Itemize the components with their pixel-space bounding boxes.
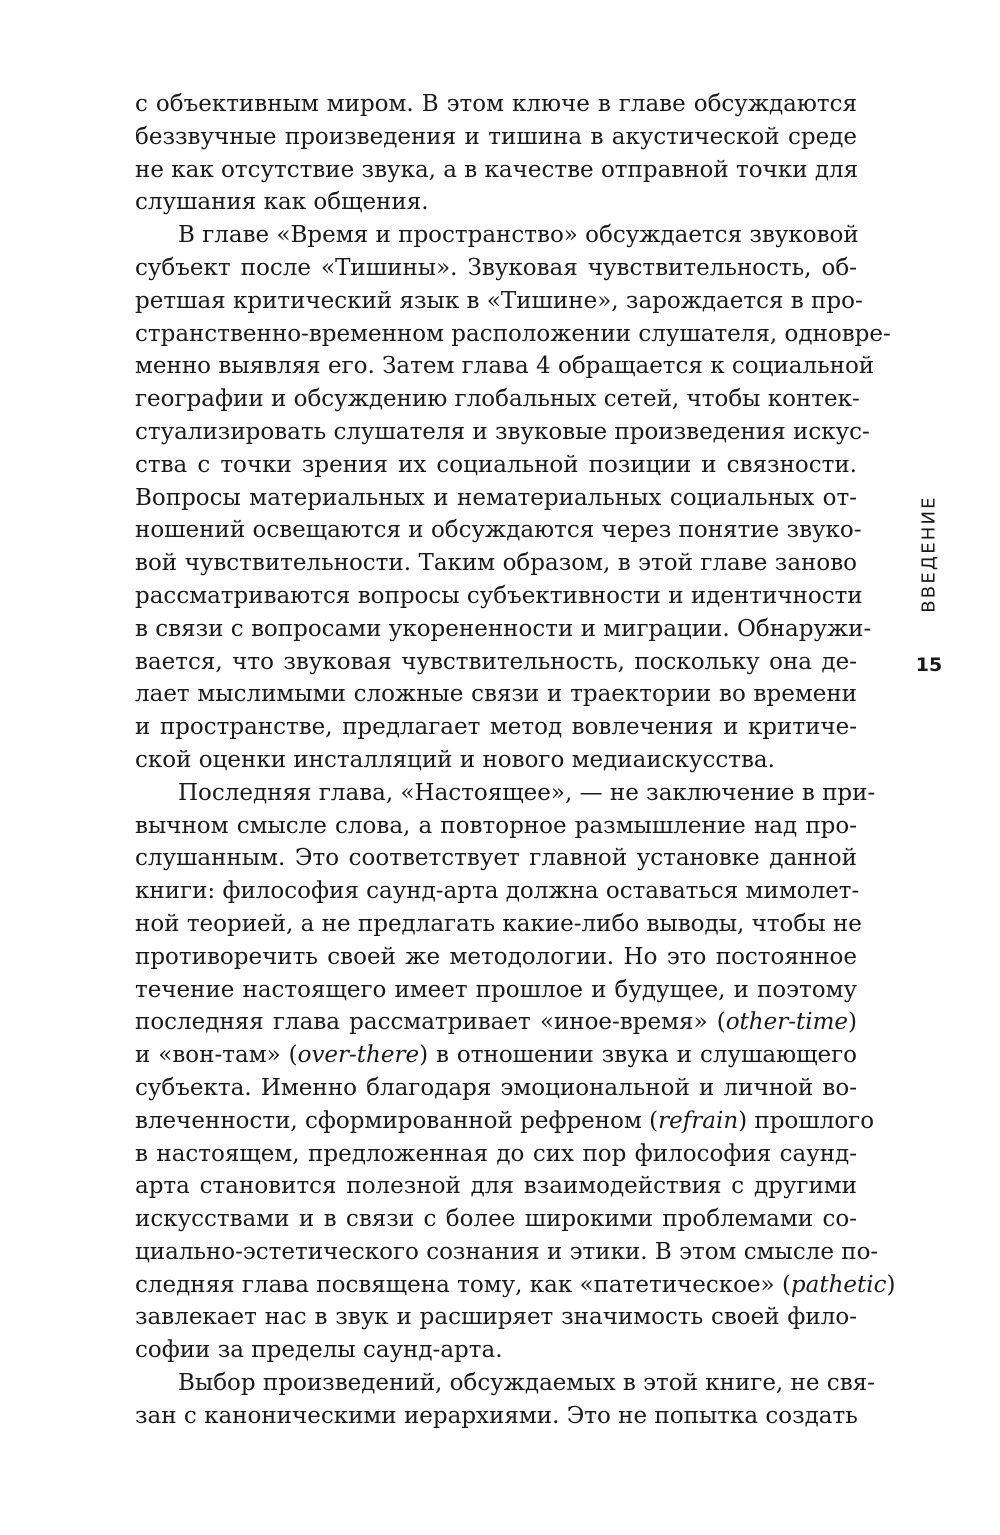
body-text: [135, 88, 896, 1433]
text-line: ства с точки зрения их социальной позиции и связности.: [135, 451, 857, 478]
page-number: 15: [915, 654, 943, 676]
running-head-text: ВВЕДЕНИЕ: [918, 495, 940, 613]
text-line: субъект после «Тишины». Звуковая чувствительность, об-: [135, 254, 857, 281]
text-line: течение настоящего имеет прошлое и будущее, и поэтому: [135, 976, 857, 1003]
text-line: ной теорией, а не предлагать какие-либо выводы, чтобы не: [135, 910, 862, 937]
italic-term: other-time: [725, 1009, 849, 1036]
text-line: странственно-временном расположении слушателя, одновре-: [135, 320, 891, 347]
text-line: стуализировать слушателя и звуковые произведения искус-: [135, 418, 870, 445]
text-line: вой чувствительности. Таким образом, в этой главе заново: [135, 550, 857, 577]
text-line: В главе «Время и пространство» обсуждается звуковой: [178, 222, 859, 249]
text-line: вычном смысле слова, а повторное размышление над про-: [135, 812, 857, 839]
text-line: беззвучные произведения и тишина в акустической среде: [135, 123, 857, 150]
text-line: ношений освещаются и обсуждаются через понятие звуко-: [135, 517, 862, 544]
text-line: ретшая критический язык в «Тишине», зарождается в про-: [135, 287, 863, 314]
text-line: Вопросы материальных и нематериальных социальных от-: [135, 484, 857, 511]
text-line: вается, что звуковая чувствительность, поскольку она де-: [135, 648, 857, 675]
text-line: зан с каноническими иерархиями. Это не попытка создать: [135, 1402, 858, 1429]
text-line: завлекает нас в звук и расширяет значимость своей фило-: [135, 1304, 857, 1331]
italic-term: pathetic: [790, 1271, 887, 1298]
text-line: Выбор произведений, обсуждаемых в этой книге, не свя-: [178, 1370, 875, 1397]
italic-term: over-there: [297, 1042, 420, 1069]
text-line: географии и обсуждению глобальных сетей, чтобы контек-: [135, 386, 860, 413]
text-line: субъекта. Именно благодаря эмоциональной и личной во-: [135, 1074, 857, 1101]
text-line: в настоящем, предложенная до сих пор философия саунд-: [135, 1140, 857, 1167]
text-line: книги: философия саунд-арта должна оставаться мимолет-: [135, 878, 860, 905]
text-line: слушания как общения.: [135, 189, 429, 216]
text-line: лает мыслимыми сложные связи и траектории во времени: [135, 681, 857, 708]
text-line: в связи с вопросами укорененности и миграции. Обнаружи-: [135, 615, 872, 642]
text-line: искусствами и в связи с более широкими проблемами со-: [135, 1206, 857, 1233]
text-line: влеченности, сформированной рефреном (refrain) прошлого: [135, 1107, 875, 1134]
italic-term: refrain: [658, 1107, 739, 1134]
text-line: следняя глава посвящена тому, как «патетическое» (pathetic): [135, 1271, 896, 1298]
text-line: слушанным. Это соответствует главной установке данной: [135, 845, 857, 872]
running-head: [914, 494, 944, 614]
text-line: рассматриваются вопросы субъективности и идентичности: [135, 582, 863, 609]
text-line: противоречить своей же методологии. Но это постоянное: [135, 943, 857, 970]
text-line: и «вон-там» (over-there) в отношении звука и слушающего: [135, 1042, 858, 1069]
text-line: арта становится полезной для взаимодействия с другими: [135, 1173, 857, 1200]
text-line: ской оценки инсталляций и нового медиаискусства.: [135, 746, 775, 773]
text-line: и пространстве, предлагает метод вовлечения и критиче-: [135, 714, 857, 741]
text-line: последняя глава рассматривает «иное-время» (other-time): [135, 1009, 857, 1036]
text-line: с объективным миром. В этом ключе в главе обсуждаются: [135, 91, 857, 117]
text-line: софии за пределы саунд-арта.: [135, 1337, 503, 1364]
text-line: циально-эстетического сознания и этики. В этом смысле по-: [135, 1238, 879, 1265]
text-line: Последняя глава, «Настоящее», — не заключение в при-: [178, 779, 876, 806]
text-line: не как отсутствие звука, а в качестве отправной точки для: [135, 156, 859, 183]
text-line: менно выявляя его. Затем глава 4 обращается к социальной: [135, 353, 875, 380]
